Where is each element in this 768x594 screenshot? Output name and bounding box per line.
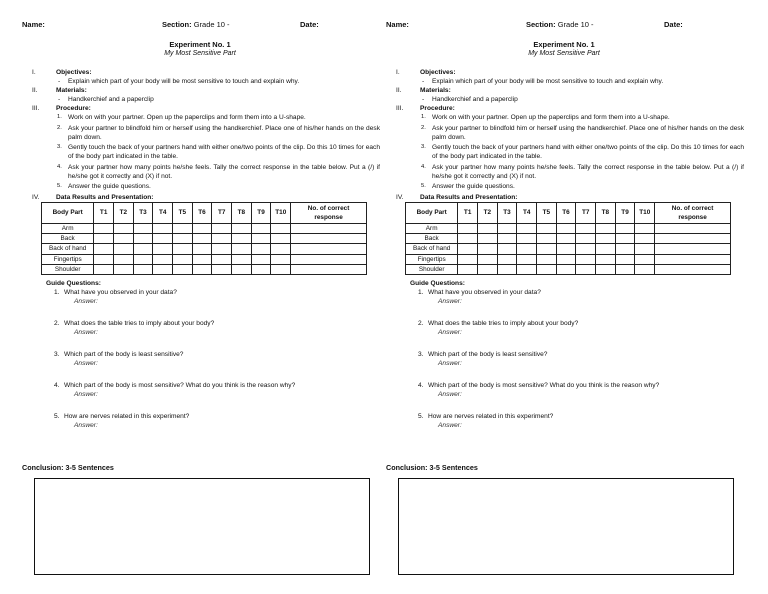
step-text: Ask your partner to blindfold him or herself using the handkerchief. Place one of his/her hands on the desk palm down. [68, 124, 380, 141]
table-row [42, 244, 367, 254]
trial-cell[interactable] [596, 265, 616, 275]
trial-cell[interactable] [635, 244, 655, 254]
section-numeral: I. [396, 69, 400, 76]
trial-cell[interactable] [133, 233, 153, 243]
question-text: Which part of the body is most sensitive? What do you think is the reason why? [64, 382, 296, 390]
trial-cell[interactable] [635, 265, 655, 275]
procedure-step [57, 182, 380, 191]
trial-cell[interactable] [94, 233, 114, 243]
procedure-step [57, 143, 380, 161]
trial-cell[interactable] [517, 244, 537, 254]
procedure-step [57, 163, 380, 181]
trial-cell[interactable] [212, 233, 232, 243]
step-text: Gently touch the back of your partners hand with either one/two points of the clip. Do this 10 times for each of the body part indicated in the table. [68, 144, 380, 160]
guide-question [20, 412, 380, 430]
col-header-trial: T9 [615, 202, 635, 223]
date-label: Date: [664, 20, 683, 29]
answer-label[interactable]: Answer: [74, 329, 98, 337]
trial-cell[interactable] [556, 244, 576, 254]
table-header-row [406, 202, 731, 223]
procedure-step [57, 113, 380, 122]
experiment-title: Experiment No. 1 [169, 40, 231, 49]
trial-cell[interactable] [517, 254, 537, 264]
step-number: 5. [57, 183, 62, 189]
guide-question [20, 381, 380, 399]
trial-cell[interactable] [635, 233, 655, 243]
procedure-step [421, 163, 744, 181]
table-row [406, 254, 731, 264]
trial-cell[interactable] [537, 265, 557, 275]
section-numeral: IV. [32, 193, 40, 201]
question-text: What does the table tries to imply about your body? [64, 320, 215, 328]
answer-label[interactable]: Answer: [438, 298, 462, 306]
trial-cell[interactable] [232, 265, 252, 275]
trial-cell[interactable] [271, 265, 291, 275]
trial-cell[interactable] [212, 265, 232, 275]
trial-cell[interactable] [232, 233, 252, 243]
guide-questions-list [384, 288, 744, 430]
worksheet-body [20, 68, 380, 443]
trial-cell[interactable] [192, 233, 212, 243]
procedure-steps [384, 113, 744, 191]
experiment-subtitle: My Most Sensitive Part [528, 50, 600, 57]
table-row [42, 233, 367, 243]
col-header-body-part: Body Part [406, 202, 458, 223]
col-header-trial: T8 [596, 202, 616, 223]
bullet-text: Handkerchief and a paperclip [432, 96, 518, 103]
guide-question [384, 350, 744, 368]
col-header-trial: T1 [94, 202, 114, 223]
worksheet-body [384, 68, 744, 443]
trial-cell[interactable] [192, 223, 212, 233]
worksheet-right [384, 0, 744, 594]
conclusion-answer-box[interactable] [398, 478, 734, 575]
trial-cell[interactable] [192, 254, 212, 264]
name-label: Name: [386, 20, 409, 29]
question-text: How are nerves related in this experiment? [428, 413, 554, 421]
table-row [406, 223, 731, 233]
conclusion-label: Conclusion: 3-5 Sentences [22, 463, 114, 472]
section-numeral: II. [396, 87, 402, 94]
trial-cell[interactable] [537, 254, 557, 264]
guide-question [20, 350, 380, 368]
section-numeral: III. [396, 105, 404, 112]
trial-cell[interactable] [94, 244, 114, 254]
conclusion-label: Conclusion: 3-5 Sentences [386, 463, 478, 472]
body-part-cell: Fingertips [406, 254, 458, 264]
objectives-bullet [384, 77, 744, 86]
data-table [405, 202, 731, 276]
question-number: 2. [418, 320, 424, 328]
trial-cell[interactable] [556, 233, 576, 243]
body-part-cell: Back [42, 233, 94, 243]
bullet-text: Explain which part of your body will be most sensitive to touch and explain why. [432, 78, 664, 85]
col-header-trial: T5 [537, 202, 557, 223]
section-heading: Procedure: [56, 105, 91, 112]
trial-cell[interactable] [576, 265, 596, 275]
step-text: Ask your partner how many points he/she feels. Tally the correct response in the table below. Put a (/) if he/she got it correctly and (X) if not. [432, 163, 744, 180]
trial-cell[interactable] [556, 254, 576, 264]
section-numeral: II. [32, 87, 38, 94]
trial-cell[interactable] [497, 254, 517, 264]
table-header-row [42, 202, 367, 223]
step-text: Work on with your partner. Open up the paperclips and form them into a U-shape. [68, 114, 306, 121]
trial-cell[interactable] [458, 233, 478, 243]
table-body [406, 223, 731, 275]
trial-cell[interactable] [497, 244, 517, 254]
step-number: 5. [421, 183, 426, 189]
correct-count-cell[interactable] [655, 244, 731, 254]
section-heading: Objectives: [420, 69, 456, 76]
section-heading: Materials: [420, 87, 451, 94]
step-number: 2. [421, 124, 426, 131]
step-text: Work on with your partner. Open up the paperclips and form them into a U-shape. [432, 114, 670, 121]
question-number: 1. [54, 289, 60, 297]
section-heading: Data Results and Presentation: [420, 193, 518, 201]
body-part-cell: Back [406, 233, 458, 243]
trial-cell[interactable] [497, 223, 517, 233]
trial-cell[interactable] [271, 223, 291, 233]
trial-cell[interactable] [537, 223, 557, 233]
trial-cell[interactable] [478, 265, 498, 275]
section-label [162, 20, 230, 29]
question-text: How are nerves related in this experiment? [64, 413, 190, 421]
guide-questions-heading [20, 279, 380, 288]
trial-cell[interactable] [517, 223, 537, 233]
body-part-cell: Shoulder [406, 265, 458, 275]
trial-cell[interactable] [251, 254, 271, 264]
trial-cell[interactable] [458, 254, 478, 264]
name-label: Name: [22, 20, 45, 29]
trial-cell[interactable] [478, 244, 498, 254]
procedure-step [421, 124, 744, 142]
answer-label[interactable]: Answer: [74, 360, 98, 368]
objectives-heading [20, 68, 380, 77]
step-number: 2. [57, 124, 62, 131]
correct-count-cell[interactable] [655, 254, 731, 264]
table-row [42, 254, 367, 264]
trial-cell[interactable] [153, 254, 173, 264]
trial-cell[interactable] [114, 254, 134, 264]
trial-cell[interactable] [615, 233, 635, 243]
trial-cell[interactable] [251, 223, 271, 233]
guide-question [384, 381, 744, 399]
data-table [41, 202, 367, 276]
trial-cell[interactable] [232, 223, 252, 233]
trial-cell[interactable] [458, 223, 478, 233]
guide-question [384, 288, 744, 306]
trial-cell[interactable] [251, 233, 271, 243]
trial-cell[interactable] [114, 265, 134, 275]
col-header-trial: T10 [271, 202, 291, 223]
materials-bullet [20, 95, 380, 104]
trial-cell[interactable] [133, 254, 153, 264]
trial-cell[interactable] [212, 223, 232, 233]
correct-count-cell[interactable] [655, 233, 731, 243]
question-text: What have you observed in your data? [64, 289, 177, 297]
col-header-trial: T7 [576, 202, 596, 223]
trial-cell[interactable] [478, 223, 498, 233]
correct-count-cell[interactable] [655, 223, 731, 233]
trial-cell[interactable] [133, 265, 153, 275]
col-header-trial: T3 [497, 202, 517, 223]
trial-cell[interactable] [271, 254, 291, 264]
col-header-trial: T4 [517, 202, 537, 223]
trial-cell[interactable] [537, 244, 557, 254]
trial-cell[interactable] [212, 244, 232, 254]
correct-count-cell[interactable] [655, 265, 731, 275]
trial-cell[interactable] [114, 244, 134, 254]
col-header-trial: T2 [478, 202, 498, 223]
trial-cell[interactable] [615, 254, 635, 264]
trial-cell[interactable] [556, 265, 576, 275]
section-numeral: I. [32, 69, 36, 76]
section-value: Grade 10 - [557, 20, 594, 29]
guide-heading: Guide Questions: [410, 280, 465, 288]
bullet-text: Handkerchief and a paperclip [68, 96, 154, 103]
step-number: 3. [421, 144, 426, 150]
trial-cell[interactable] [173, 233, 193, 243]
table-row [42, 265, 367, 275]
trial-cell[interactable] [251, 265, 271, 275]
answer-label[interactable]: Answer: [74, 391, 98, 399]
step-text: Answer the guide questions. [68, 183, 151, 190]
guide-question [384, 412, 744, 430]
trial-cell[interactable] [615, 244, 635, 254]
col-header-trial: T8 [232, 202, 252, 223]
col-header-trial: T4 [153, 202, 173, 223]
question-number: 5. [418, 413, 424, 421]
procedure-heading [384, 104, 744, 113]
question-number: 3. [418, 351, 424, 359]
trial-cell[interactable] [615, 223, 635, 233]
correct-count-cell[interactable] [291, 244, 367, 254]
trial-cell[interactable] [114, 233, 134, 243]
conclusion-answer-box[interactable] [34, 478, 370, 575]
question-number: 3. [54, 351, 60, 359]
guide-question [384, 319, 744, 337]
correct-count-cell[interactable] [291, 265, 367, 275]
correct-count-cell[interactable] [291, 254, 367, 264]
table-row [406, 244, 731, 254]
question-text: What have you observed in your data? [428, 289, 541, 297]
question-number: 4. [54, 382, 60, 390]
step-text: Gently touch the back of your partners hand with either one/two points of the clip. Do this 10 times for each of the body part indicated in the table. [432, 144, 744, 160]
trial-cell[interactable] [173, 244, 193, 254]
guide-heading: Guide Questions: [46, 280, 101, 288]
col-header-correct: No. of correct response [291, 202, 367, 223]
objectives-bullet [20, 77, 380, 86]
guide-questions-heading [384, 279, 744, 288]
trial-cell[interactable] [478, 233, 498, 243]
col-header-correct: No. of correct response [655, 202, 731, 223]
question-number: 2. [54, 320, 60, 328]
body-part-cell: Fingertips [42, 254, 94, 264]
trial-cell[interactable] [94, 265, 114, 275]
trial-cell[interactable] [212, 254, 232, 264]
body-part-cell: Back of hand [42, 244, 94, 254]
answer-label[interactable]: Answer: [438, 360, 462, 368]
worksheet-left [20, 0, 380, 594]
data-heading [20, 193, 380, 202]
question-number: 4. [418, 382, 424, 390]
step-number: 1. [421, 114, 426, 120]
section-value: Grade 10 - [193, 20, 230, 29]
section-heading: Procedure: [420, 105, 455, 112]
section-label-text: Section: [162, 20, 192, 29]
question-text: Which part of the body is least sensitive? [64, 351, 184, 359]
table-body [42, 223, 367, 275]
bullet-dash: - [58, 96, 61, 103]
bullet-text: Explain which part of your body will be most sensitive to touch and explain why. [68, 78, 300, 85]
guide-question [20, 319, 380, 337]
trial-cell[interactable] [576, 223, 596, 233]
trial-cell[interactable] [114, 223, 134, 233]
col-header-trial: T2 [114, 202, 134, 223]
section-heading: Materials: [56, 87, 87, 94]
procedure-step [57, 124, 380, 142]
question-text: Which part of the body is most sensitive? What do you think is the reason why? [428, 382, 660, 390]
trial-cell[interactable] [556, 223, 576, 233]
section-label [526, 20, 594, 29]
trial-cell[interactable] [537, 233, 557, 243]
bullet-dash: - [422, 96, 425, 103]
materials-heading [384, 86, 744, 95]
trial-cell[interactable] [94, 223, 114, 233]
trial-cell[interactable] [232, 254, 252, 264]
trial-cell[interactable] [517, 265, 537, 275]
guide-question [20, 288, 380, 306]
answer-label[interactable]: Answer: [438, 422, 462, 430]
question-number: 5. [54, 413, 60, 421]
question-number: 1. [418, 289, 424, 297]
step-number: 4. [421, 163, 426, 170]
worksheet-header [384, 20, 744, 32]
table-row [42, 223, 367, 233]
date-label: Date: [300, 20, 319, 29]
col-header-trial: T9 [251, 202, 271, 223]
section-label-text: Section: [526, 20, 556, 29]
objectives-heading [384, 68, 744, 77]
trial-cell[interactable] [232, 244, 252, 254]
trial-cell[interactable] [517, 233, 537, 243]
col-header-trial: T5 [173, 202, 193, 223]
step-text: Ask your partner to blindfold him or herself using the handkerchief. Place one of his/her hands on the desk palm down. [432, 124, 744, 141]
trial-cell[interactable] [596, 244, 616, 254]
trial-cell[interactable] [153, 265, 173, 275]
materials-bullet [384, 95, 744, 104]
trial-cell[interactable] [251, 244, 271, 254]
trial-cell[interactable] [596, 254, 616, 264]
trial-cell[interactable] [596, 233, 616, 243]
col-header-trial: T10 [635, 202, 655, 223]
col-header-trial: T1 [458, 202, 478, 223]
body-part-cell: Shoulder [42, 265, 94, 275]
trial-cell[interactable] [576, 233, 596, 243]
step-number: 3. [57, 144, 62, 150]
col-header-trial: T3 [133, 202, 153, 223]
trial-cell[interactable] [271, 244, 291, 254]
trial-cell[interactable] [192, 244, 212, 254]
trial-cell[interactable] [478, 254, 498, 264]
col-header-body-part: Body Part [42, 202, 94, 223]
step-number: 4. [57, 163, 62, 170]
question-text: What does the table tries to imply about your body? [428, 320, 579, 328]
section-heading: Data Results and Presentation: [56, 193, 154, 201]
answer-label[interactable]: Answer: [74, 298, 98, 306]
step-text: Answer the guide questions. [432, 183, 515, 190]
col-header-trial: T6 [192, 202, 212, 223]
procedure-heading [20, 104, 380, 113]
trial-cell[interactable] [596, 223, 616, 233]
bullet-dash: - [58, 78, 61, 85]
correct-count-cell[interactable] [291, 233, 367, 243]
materials-heading [20, 86, 380, 95]
step-number: 1. [57, 114, 62, 120]
trial-cell[interactable] [458, 244, 478, 254]
section-heading: Objectives: [56, 69, 92, 76]
trial-cell[interactable] [153, 223, 173, 233]
guide-questions-list [20, 288, 380, 430]
procedure-steps [20, 113, 380, 191]
section-numeral: III. [32, 105, 40, 112]
step-text: Ask your partner how many points he/she feels. Tally the correct response in the table below. Put a (/) if he/she got it correctly and (X) if not. [68, 163, 380, 180]
col-header-trial: T6 [556, 202, 576, 223]
section-numeral: IV. [396, 193, 404, 201]
procedure-step [421, 113, 744, 122]
col-header-trial: T7 [212, 202, 232, 223]
body-part-cell: Arm [406, 223, 458, 233]
experiment-subtitle: My Most Sensitive Part [164, 50, 236, 57]
trial-cell[interactable] [153, 233, 173, 243]
procedure-step [421, 143, 744, 161]
answer-label[interactable]: Answer: [438, 391, 462, 399]
trial-cell[interactable] [271, 233, 291, 243]
answer-label[interactable]: Answer: [438, 329, 462, 337]
body-part-cell: Arm [42, 223, 94, 233]
trial-cell[interactable] [94, 254, 114, 264]
table-row [406, 265, 731, 275]
worksheet-header [20, 20, 380, 32]
trial-cell[interactable] [133, 244, 153, 254]
body-part-cell: Back of hand [406, 244, 458, 254]
answer-label[interactable]: Answer: [74, 422, 98, 430]
trial-cell[interactable] [497, 265, 517, 275]
trial-cell[interactable] [173, 265, 193, 275]
procedure-step [421, 182, 744, 191]
data-heading [384, 193, 744, 202]
bullet-dash: - [422, 78, 425, 85]
trial-cell[interactable] [576, 244, 596, 254]
correct-count-cell[interactable] [291, 223, 367, 233]
trial-cell[interactable] [576, 254, 596, 264]
trial-cell[interactable] [497, 233, 517, 243]
trial-cell[interactable] [153, 244, 173, 254]
trial-cell[interactable] [173, 223, 193, 233]
trial-cell[interactable] [173, 254, 193, 264]
trial-cell[interactable] [133, 223, 153, 233]
trial-cell[interactable] [192, 265, 212, 275]
trial-cell[interactable] [615, 265, 635, 275]
trial-cell[interactable] [635, 223, 655, 233]
table-row [406, 233, 731, 243]
trial-cell[interactable] [635, 254, 655, 264]
experiment-title: Experiment No. 1 [533, 40, 595, 49]
question-text: Which part of the body is least sensitive? [428, 351, 548, 359]
trial-cell[interactable] [458, 265, 478, 275]
